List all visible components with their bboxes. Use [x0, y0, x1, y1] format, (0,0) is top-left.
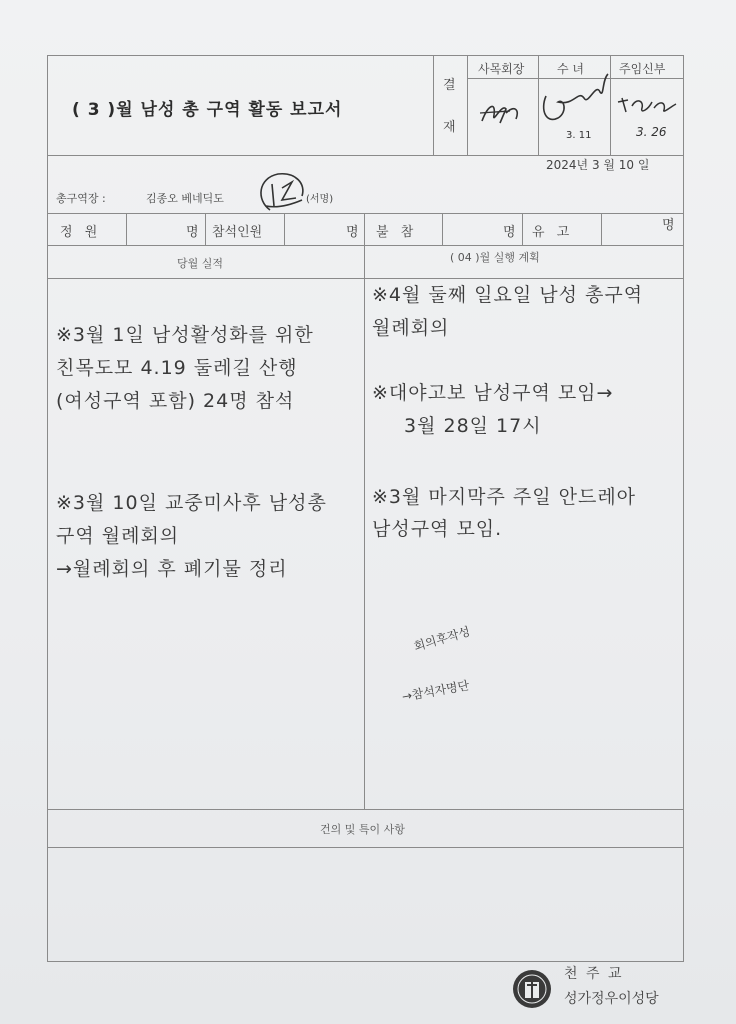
divider	[47, 278, 684, 279]
approver-pastoral-council-president: 사목회장	[478, 62, 525, 76]
signature-1-icon	[476, 95, 526, 130]
note-line: →참석자명단	[400, 678, 471, 704]
divider	[467, 55, 468, 155]
plan-line: ※3월 마지막주 주일 안드레아	[372, 486, 637, 508]
plan-line: ※대야고보 남성구역 모임→	[372, 382, 614, 404]
signature-3-icon	[614, 92, 680, 120]
signature-2-icon	[538, 62, 610, 132]
note-line: 회의후작성	[412, 624, 472, 654]
approver-parish-priest: 주임신부	[619, 62, 666, 76]
border-bottom	[47, 961, 684, 962]
border-right	[683, 55, 684, 962]
result-line: 친목도모 4.19 둘레길 산행	[56, 357, 298, 379]
excused-label: 유 고	[532, 225, 574, 240]
divider	[433, 55, 434, 155]
divider	[601, 213, 602, 245]
sign-suffix: (서명)	[306, 194, 334, 205]
approval-label: 결	[443, 78, 456, 93]
divider	[522, 213, 523, 245]
footer-org: 천 주 교	[564, 966, 624, 982]
remarks-header: 건의 및 특이 사항	[320, 823, 405, 836]
plan-line: 월례회의	[372, 317, 450, 339]
absent-label: 불 참	[376, 225, 418, 240]
plan-line: 남성구역 모임.	[372, 518, 503, 540]
right-section-header: ( 04 )월 실행 계획	[450, 251, 540, 264]
unit-label: 명	[186, 225, 199, 240]
footer-church: 성가정우이성당	[564, 991, 659, 1007]
divider	[47, 245, 684, 246]
approval-label: 재	[443, 120, 456, 135]
unit-label: 명	[662, 218, 675, 233]
divider	[610, 55, 611, 155]
result-line: 구역 월례회의	[56, 525, 180, 547]
report-title: ( 3 )월 남성 총 구역 활동 보고서	[72, 100, 343, 120]
divider	[47, 809, 684, 810]
divider	[47, 213, 684, 214]
plan-line: ※4월 둘째 일요일 남성 총구역	[372, 284, 644, 306]
unit-label: 명	[346, 225, 359, 240]
result-line: →월례회의 후 폐기물 정리	[56, 558, 288, 580]
divider	[126, 213, 127, 245]
result-line: ※3월 1일 남성활성화를 위한	[56, 324, 314, 346]
divider	[284, 213, 285, 245]
report-date: 2024년 3 월 10 일	[546, 158, 650, 172]
divider	[442, 213, 443, 245]
leader-label: 총구역장 :	[56, 192, 106, 205]
plan-line: 3월 28일 17시	[404, 415, 542, 437]
sign-date: 3. 26	[636, 125, 667, 139]
leader-name: 김종오 베네딕도	[146, 192, 224, 205]
attendees-label: 참석인원	[212, 225, 263, 240]
result-line: (여성구역 포함) 24명 참석	[56, 390, 295, 412]
left-section-header: 당월 실적	[177, 257, 224, 270]
divider	[205, 213, 206, 245]
column-divider	[364, 245, 365, 809]
unit-label: 명	[503, 225, 516, 240]
divider	[47, 847, 684, 848]
church-seal-icon	[511, 968, 553, 1010]
members-label: 정 원	[60, 225, 102, 240]
approver-sister: 수 녀	[557, 62, 584, 76]
divider	[364, 213, 365, 245]
border-top	[47, 55, 684, 56]
leader-signature-icon	[252, 170, 314, 218]
sign-date: 3. 11	[566, 130, 592, 141]
border-left	[47, 55, 48, 962]
result-line: ※3월 10일 교중미사후 남성총	[56, 492, 327, 514]
